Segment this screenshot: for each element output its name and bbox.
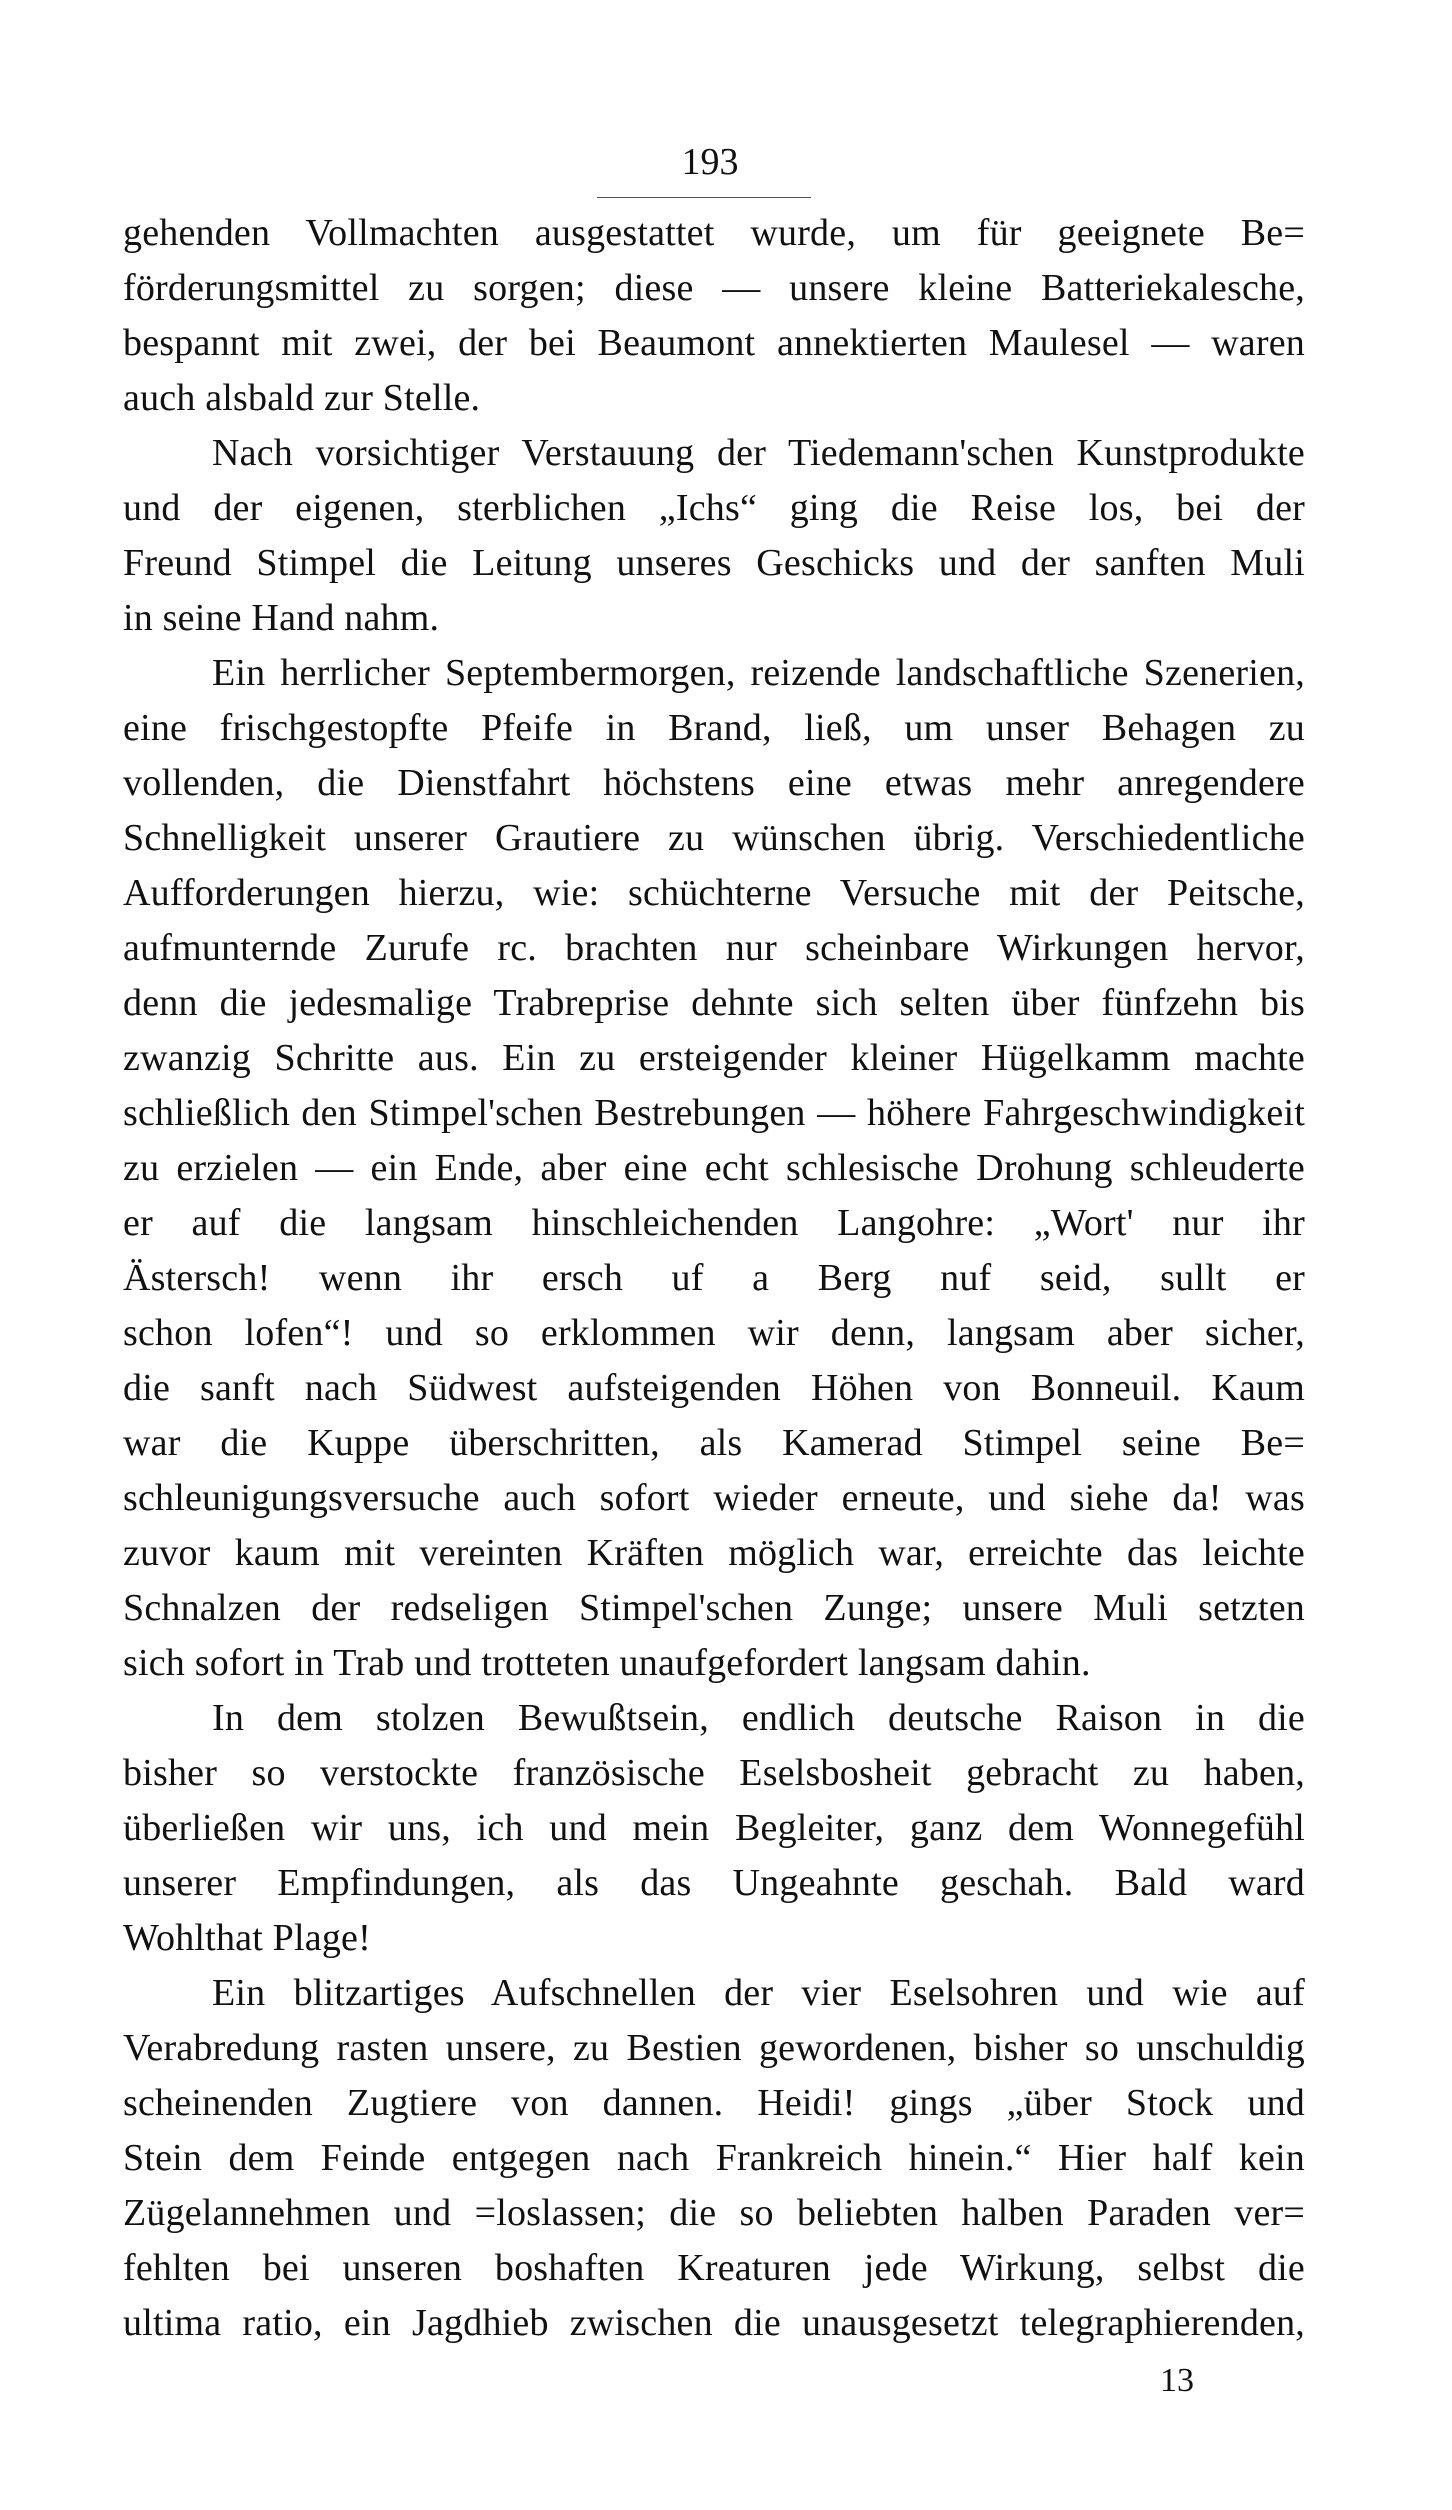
text-line: auch alsbald zur Stelle. — [123, 377, 481, 419]
text-line: und der eigenen, sterblichen „Ichs“ ging die Reise los, bei der — [123, 487, 1305, 529]
text-line: eine frischgestopfte Pfeife in Brand, ließ, um unser Behagen zu — [123, 707, 1305, 749]
text-line: scheinenden Zugtiere von dannen. Heidi! gings „über Stock und — [123, 2082, 1305, 2124]
text-line: Ästersch! wenn ihr ersch uf a Berg nuf seid, sullt er — [123, 1257, 1305, 1299]
text-line: Verabredung rasten unsere, zu Bestien gewordenen, bisher so unschuldig — [123, 2027, 1305, 2069]
text-line: überließen wir uns, ich und mein Begleiter, ganz dem Wonnegefühl — [123, 1807, 1305, 1849]
text-line: unserer Empfindungen, als das Ungeahnte geschah. Bald ward — [123, 1862, 1305, 1904]
text-line: Zügelannehmen und =loslassen; die so beliebten halben Paraden ver= — [123, 2192, 1305, 2234]
text-line: Nach vorsichtiger Verstauung der Tiedemann'schen Kunstprodukte — [212, 432, 1305, 474]
text-line: ultima ratio, ein Jagdhieb zwischen die unausgesetzt telegraphierenden, — [123, 2302, 1305, 2344]
text-line: vollenden, die Dienstfahrt höchstens eine etwas mehr anregendere — [123, 762, 1305, 804]
text-line: gehenden Vollmachten ausgestattet wurde, um für geeignete Be= — [123, 212, 1305, 254]
text-line: er auf die langsam hinschleichenden Langohre: „Wort' nur ihr — [123, 1202, 1305, 1244]
text-line: Schnalzen der redseligen Stimpel'schen Zunge; unsere Muli setzten — [123, 1587, 1305, 1629]
text-line: schleunigungsversuche auch sofort wieder erneute, und siehe da! was — [123, 1477, 1305, 1519]
page-number-text: 193 — [681, 141, 739, 183]
text-line: bisher so verstockte französische Eselsbosheit gebracht zu haben, — [123, 1752, 1305, 1794]
text-line: war die Kuppe überschritten, als Kamerad Stimpel seine Be= — [123, 1422, 1305, 1464]
header-rule — [597, 197, 811, 198]
text-line: die sanft nach Südwest aufsteigenden Höhen von Bonneuil. Kaum — [123, 1367, 1305, 1409]
text-line: zwanzig Schritte aus. Ein zu ersteigender kleiner Hügelkamm machte — [123, 1037, 1305, 1079]
text-line: denn die jedesmalige Trabreprise dehnte sich selten über fünfzehn bis — [123, 982, 1305, 1024]
page-number — [0, 140, 1452, 184]
text-line: förderungsmittel zu sorgen; diese — unsere kleine Batteriekalesche, — [123, 267, 1305, 309]
text-line: bespannt mit zwei, der bei Beaumont annektierten Maulesel — waren — [123, 322, 1305, 364]
text-line: schon lofen“! und so erklommen wir denn, langsam aber sicher, — [123, 1312, 1305, 1354]
text-line: in seine Hand nahm. — [123, 597, 440, 639]
text-line: Ein blitzartiges Aufschnellen der vier Eselsohren und wie auf — [212, 1972, 1305, 2014]
text-line: zu erzielen — ein Ende, aber eine echt schlesische Drohung schleuderte — [123, 1147, 1305, 1189]
text-line: Ein herrlicher Septembermorgen, reizende landschaftliche Szenerien, — [212, 652, 1305, 694]
body-text — [123, 206, 1305, 2351]
text-line: fehlten bei unseren boshaften Kreaturen jede Wirkung, selbst die — [123, 2247, 1305, 2289]
text-line: sich sofort in Trab und trotteten unaufgefordert langsam dahin. — [123, 1642, 1091, 1684]
text-line: Stein dem Feinde entgegen nach Frankreich hinein.“ Hier half kein — [123, 2137, 1305, 2179]
text-line: Aufforderungen hierzu, wie: schüchterne Versuche mit der Peitsche, — [123, 872, 1305, 914]
text-line: Wohlthat Plage! — [123, 1917, 371, 1959]
signature-mark: 13 — [1160, 2362, 1194, 2399]
text-line: Schnelligkeit unserer Grautiere zu wünschen übrig. Verschiedentliche — [123, 817, 1305, 859]
text-line: zuvor kaum mit vereinten Kräften möglich war, erreichte das leichte — [123, 1532, 1305, 1574]
text-line: aufmunternde Zurufe rc. brachten nur scheinbare Wirkungen hervor, — [123, 927, 1305, 969]
text-line: In dem stolzen Bewußtsein, endlich deutsche Raison in die — [212, 1697, 1305, 1739]
text-line: Freund Stimpel die Leitung unseres Geschicks und der sanften Muli — [123, 542, 1305, 584]
text-line: schließlich den Stimpel'schen Bestrebungen — höhere Fahrgeschwindigkeit — [123, 1092, 1305, 1134]
